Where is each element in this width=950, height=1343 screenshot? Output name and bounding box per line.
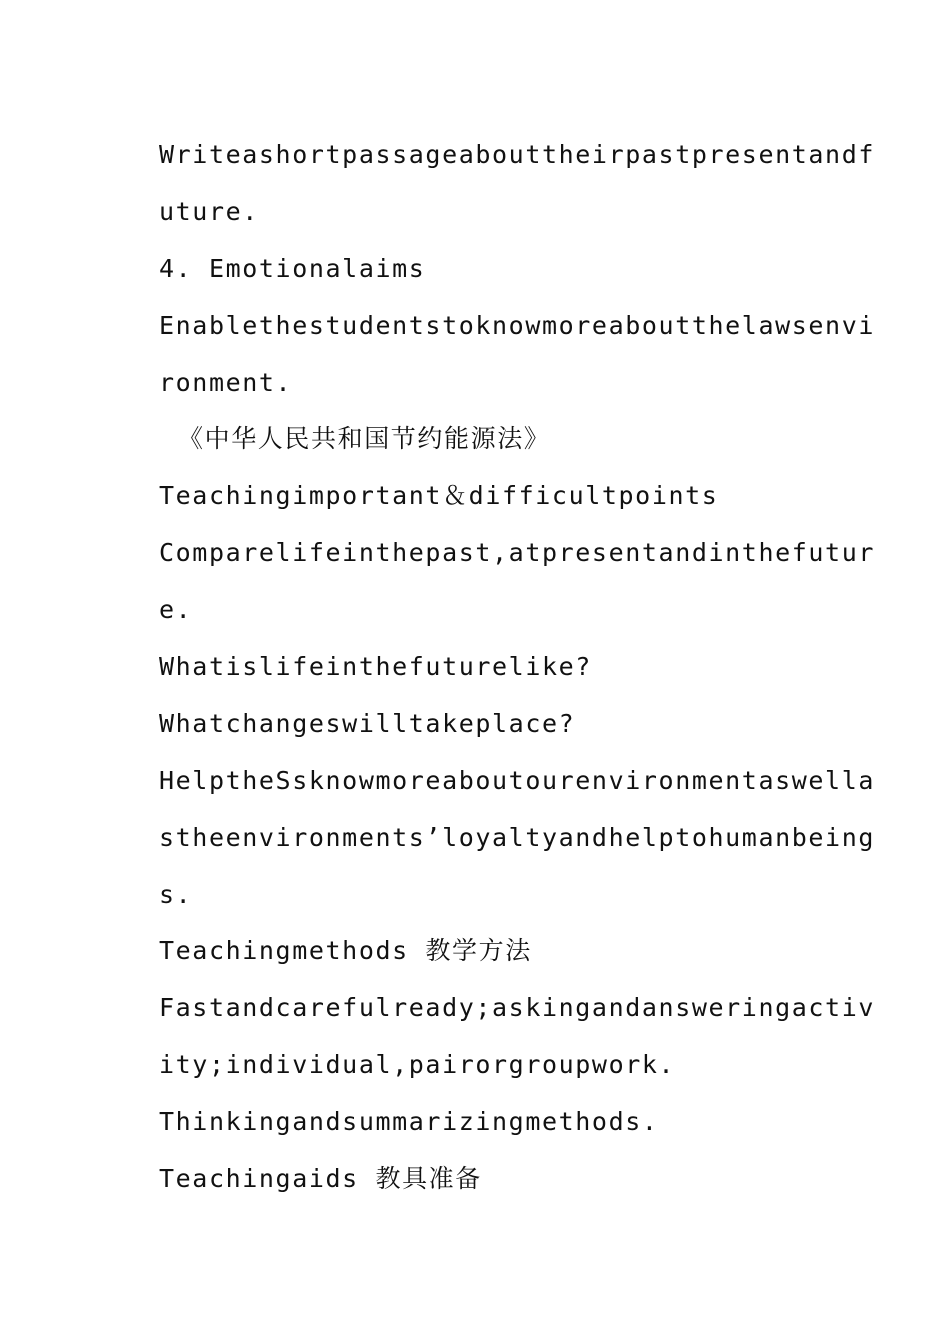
text-line: Thinkingandsummarizingmethods. xyxy=(159,1107,659,1136)
text-line: ronment. xyxy=(159,368,293,397)
section-heading: Teachingmethods 教学方法 xyxy=(159,936,532,965)
text-line: s. xyxy=(159,880,193,909)
text-line: HelptheSsknowmoreaboutourenvironmentaswella xyxy=(159,766,876,795)
law-title: 《中华人民共和国节约能源法》 xyxy=(178,424,551,453)
text-line: Writeashortpassageabouttheirpastpresentandf xyxy=(159,140,876,169)
section-heading: Teachingaids 教具准备 xyxy=(159,1164,482,1193)
text-line: uture. xyxy=(159,197,259,226)
text-line: Whatchangeswilltakeplace? xyxy=(159,709,576,738)
text-line: Comparelifeinthepast,atpresentandinthefutur xyxy=(159,538,876,567)
text-line: e. xyxy=(159,595,193,624)
text-line: Whatislifeinthefuturelike? xyxy=(159,652,592,681)
section-heading: 4. Emotionalaims xyxy=(159,254,426,283)
text-line: Enablethestudentstoknowmoreaboutthelawsenvi xyxy=(159,311,876,340)
text-line: Fastandcarefulready;askingandansweringactiv xyxy=(159,993,876,1022)
section-heading: Teachingimportant＆difficultpoints xyxy=(159,481,719,510)
text-line: ity;individual,pairorgroupwork. xyxy=(159,1050,676,1079)
text-line: stheenvironments’loyaltyandhelptohumanbeing xyxy=(159,823,876,852)
